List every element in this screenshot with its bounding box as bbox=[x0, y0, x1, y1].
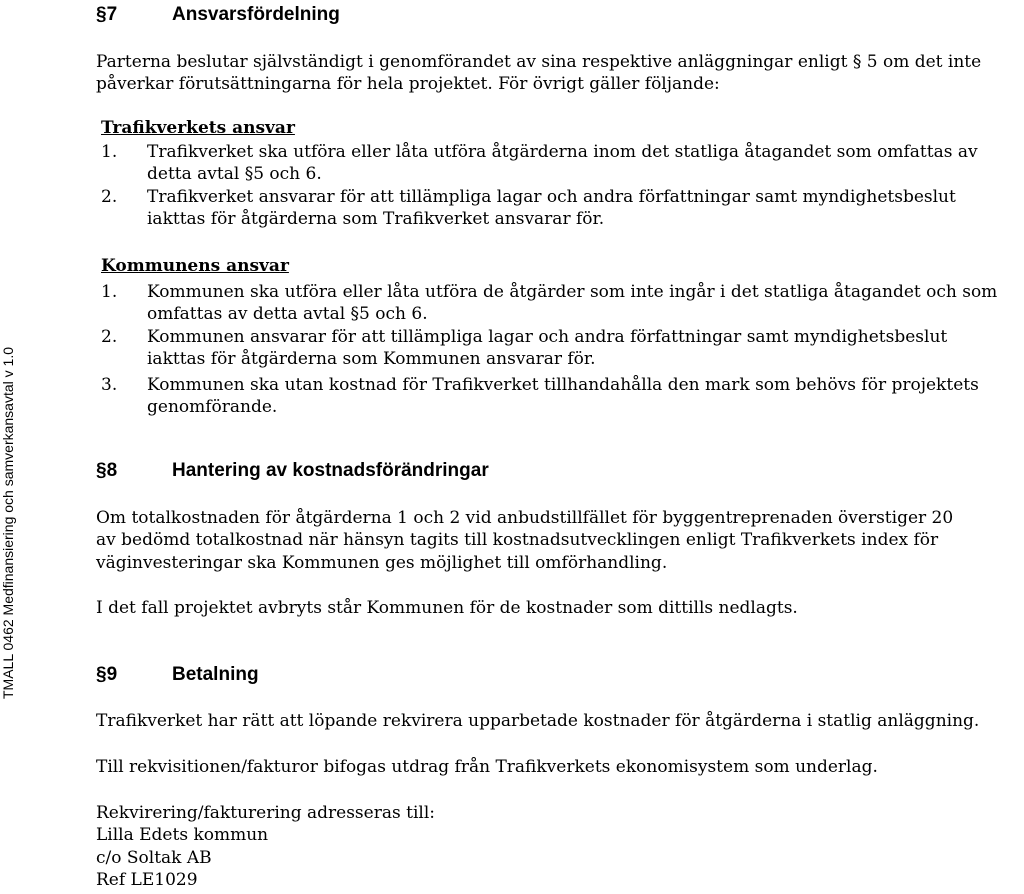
list-number: 1. bbox=[101, 142, 118, 162]
section-8-paragraph-2: I det fall projektet avbryts står Kommunen för de kostnader som dittills nedlagts. bbox=[96, 598, 798, 618]
section-9-paragraph-1: Trafikverket har rätt att löpande rekvirera upparbetade kostnader för åtgärderna i statlig anläggning. bbox=[96, 711, 980, 731]
billing-address-line-2: Lilla Edets kommun bbox=[96, 825, 269, 845]
side-margin-label bbox=[0, 0, 22, 894]
section-8-number: §8 bbox=[96, 460, 118, 481]
section-9-heading bbox=[96, 664, 259, 686]
list-item-text: omfattas av detta avtal §5 och 6. bbox=[147, 304, 428, 324]
section-8-paragraph-1-line-3: väginvesteringar ska Kommunen ges möjlighet till omförhandling. bbox=[96, 553, 668, 573]
billing-address-line-4: Ref LE1029 bbox=[96, 870, 198, 890]
list-item-text: genomförande. bbox=[147, 397, 278, 417]
section-9-number: §9 bbox=[96, 664, 118, 685]
list-item-text: Trafikverket ska utföra eller låta utföra åtgärderna inom det statliga åtagandet som omfattas av bbox=[147, 142, 978, 162]
list-item-text: iakttas för åtgärderna som Trafikverket ansvarar för. bbox=[147, 209, 605, 229]
list-item-text: Trafikverket ansvarar för att tillämpliga lagar och andra författningar samt myndighetsbeslut bbox=[147, 187, 956, 207]
section-7-intro-line-1: Parterna beslutar självständigt i genomförandet av sina respektive anläggningar enligt § 5 om det inte bbox=[96, 52, 982, 72]
list-number: 1. bbox=[101, 282, 118, 302]
billing-address-line-3: c/o Soltak AB bbox=[96, 848, 212, 868]
list-item-text: detta avtal §5 och 6. bbox=[147, 164, 322, 184]
section-9-paragraph-2: Till rekvisitionen/fakturor bifogas utdrag från Trafikverkets ekonomisystem som underlag. bbox=[96, 757, 878, 777]
section-8-title: Hantering av kostnadsförändringar bbox=[172, 460, 489, 481]
trafikverket-responsibility-heading: Trafikverkets ansvar bbox=[101, 118, 295, 138]
template-id-text: TMALL 0462 Medfinansiering och samverkansavtal v 1.0 bbox=[0, 347, 16, 699]
list-item-text: Kommunen ska utan kostnad för Trafikverket tillhandahålla den mark som behövs för projektets bbox=[147, 375, 979, 395]
list-number: 2. bbox=[101, 187, 118, 207]
list-number: 2. bbox=[101, 327, 118, 347]
section-8-heading bbox=[96, 460, 489, 482]
section-7-title: Ansvarsfördelning bbox=[172, 4, 340, 25]
list-item-text: Kommunen ansvarar för att tillämpliga lagar och andra författningar samt myndighetsbeslut bbox=[147, 327, 948, 347]
kommunen-responsibility-heading: Kommunens ansvar bbox=[101, 256, 289, 276]
section-8-paragraph-1-line-1: Om totalkostnaden för åtgärderna 1 och 2 vid anbudstillfället för byggentreprenaden överstiger 20 bbox=[96, 508, 954, 528]
list-number: 3. bbox=[101, 375, 118, 395]
section-8-paragraph-1-line-2: av bedömd totalkostnad när hänsyn tagits till kostnadsutvecklingen enligt Trafikverkets index för bbox=[96, 530, 939, 550]
list-item-text: Kommunen ska utföra eller låta utföra de åtgärder som inte ingår i det statliga åtagandet och som bbox=[147, 282, 998, 302]
section-9-title: Betalning bbox=[172, 664, 259, 685]
section-7-intro-line-2: påverkar förutsättningarna för hela projektet. För övrigt gäller följande: bbox=[96, 74, 720, 94]
section-7-number: §7 bbox=[96, 4, 118, 25]
section-7-heading bbox=[96, 4, 340, 26]
billing-address-line-1: Rekvirering/fakturering adresseras till: bbox=[96, 803, 435, 823]
list-item-text: iakttas för åtgärderna som Kommunen ansvarar för. bbox=[147, 349, 596, 369]
